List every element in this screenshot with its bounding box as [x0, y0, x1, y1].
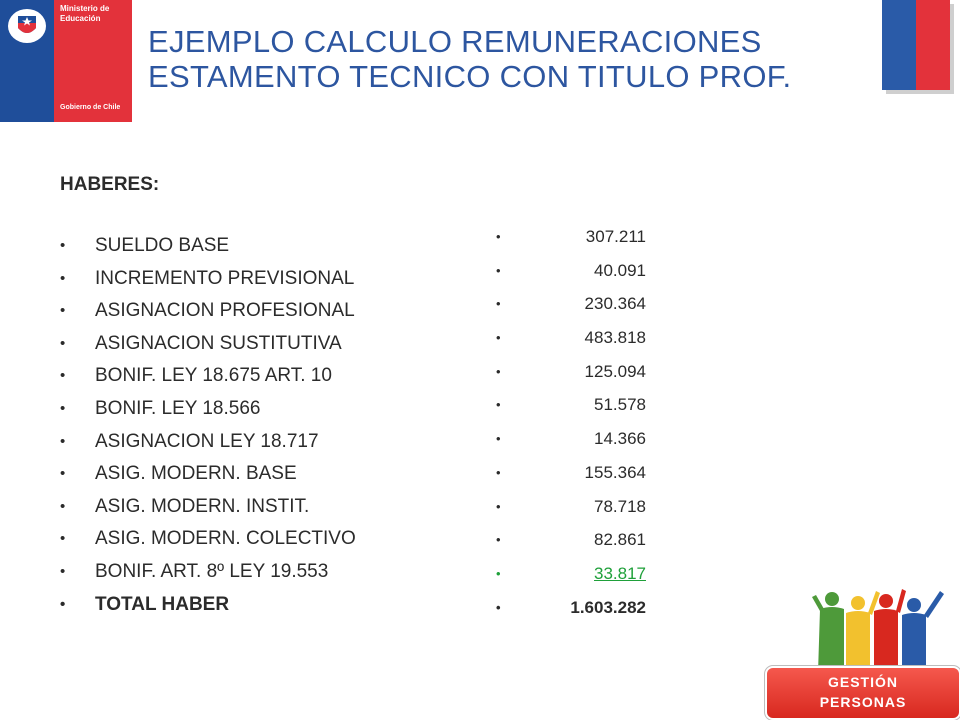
- earnings-value: 78.718: [594, 496, 646, 516]
- bullet-icon: •: [496, 565, 501, 581]
- earnings-item-label: ASIG. MODERN. BASE: [95, 463, 297, 485]
- earnings-item-label: ASIGNACION LEY 18.717: [95, 430, 319, 452]
- earnings-value-item: [496, 254, 646, 288]
- title-line-1: EJEMPLO CALCULO REMUNERACIONES: [148, 24, 762, 59]
- earnings-value-item: [496, 456, 646, 490]
- earnings-value-item: [496, 523, 646, 557]
- earnings-item-label: BONIF. ART. 8º LEY 19.553: [95, 560, 329, 582]
- earnings-value: 1.603.282: [570, 597, 646, 617]
- earnings-item-label: SUELDO BASE: [95, 235, 230, 256]
- badge-line-1: GESTIÓN: [827, 674, 898, 690]
- earnings-values-list: [496, 220, 646, 624]
- earnings-item-label: INCREMENTO PREVISIONAL: [95, 267, 355, 289]
- earnings-value: 155.364: [584, 462, 646, 482]
- earnings-item: [60, 426, 356, 459]
- bullet-icon: •: [60, 302, 66, 320]
- earnings-value: 125.094: [584, 361, 646, 381]
- earnings-item: [60, 523, 356, 556]
- earnings-value-item: [496, 422, 646, 456]
- bullet-icon: •: [496, 229, 501, 244]
- bullet-icon: •: [496, 431, 501, 447]
- earnings-item: [60, 360, 356, 393]
- logo-ministry-text: Ministerio de Educación: [60, 4, 110, 23]
- bullet-icon: •: [496, 397, 501, 413]
- earnings-value-item: [496, 287, 646, 321]
- bullet-icon: •: [60, 530, 66, 548]
- earnings-items-list: [60, 230, 356, 621]
- earnings-value: 483.818: [584, 328, 646, 348]
- title-line-2: ESTAMENTO TECNICO CON TITULO PROF.: [148, 59, 792, 94]
- earnings-item-label: ASIG. MODERN. COLECTIVO: [95, 528, 356, 550]
- chile-flag-icon: [882, 0, 950, 90]
- earnings-item: [60, 295, 356, 328]
- ministry-logo: [0, 0, 132, 122]
- chile-coat-of-arms-icon: [6, 6, 48, 46]
- earnings-item-label: TOTAL HABER: [95, 593, 230, 615]
- earnings-value: 40.091: [594, 260, 646, 280]
- bullet-icon: •: [496, 532, 501, 548]
- earnings-item: [60, 230, 356, 263]
- bullet-icon: •: [496, 464, 501, 480]
- earnings-value: 82.861: [594, 530, 646, 550]
- bullet-icon: •: [496, 363, 501, 379]
- earnings-item: [60, 328, 356, 361]
- earnings-item: [60, 458, 356, 491]
- bullet-icon: •: [60, 367, 66, 385]
- section-heading: HABERES:: [60, 174, 160, 195]
- bullet-icon: •: [60, 399, 66, 417]
- earnings-value-item: [496, 355, 646, 389]
- earnings-value-item: [496, 220, 646, 254]
- badge-line-2: PERSONAS: [819, 694, 907, 710]
- earnings-item: [60, 393, 356, 426]
- bullet-icon: •: [60, 465, 66, 483]
- earnings-item: [60, 263, 356, 296]
- earnings-value: 14.366: [594, 429, 646, 449]
- earnings-value-item: [496, 490, 646, 524]
- bullet-icon: •: [60, 497, 66, 515]
- earnings-item-label: ASIGNACION SUSTITUTIVA: [95, 332, 342, 354]
- people-celebrating-icon: [810, 585, 960, 673]
- bullet-icon: •: [496, 330, 501, 346]
- earnings-item: [60, 491, 356, 524]
- earnings-value: 307.211: [585, 227, 646, 246]
- earnings-item-label: ASIGNACION PROFESIONAL: [95, 300, 355, 322]
- bullet-icon: •: [60, 237, 66, 254]
- earnings-item-label: BONIF. LEY 18.675 ART. 10: [95, 365, 332, 387]
- earnings-item: [60, 556, 356, 589]
- bullet-icon: •: [60, 334, 66, 352]
- total-haber-item: [60, 589, 356, 622]
- bullet-icon: •: [496, 498, 501, 514]
- bullet-icon: •: [60, 432, 66, 450]
- gestion-personas-badge: [767, 668, 959, 718]
- bullet-icon: •: [496, 599, 501, 615]
- earnings-value-item: [496, 388, 646, 422]
- bullet-icon: •: [496, 262, 501, 278]
- earnings-value: 33.817: [594, 563, 646, 583]
- total-value-item: [496, 591, 646, 625]
- logo-government-text: Gobierno de Chile: [60, 104, 121, 111]
- flag-blue-band: [882, 0, 916, 90]
- page-title: [148, 24, 791, 94]
- earnings-value: 51.578: [594, 395, 646, 415]
- earnings-value-item: [496, 321, 646, 355]
- bullet-icon: •: [60, 562, 66, 580]
- bullet-icon: •: [496, 296, 501, 312]
- flag-red-band: [916, 0, 950, 90]
- earnings-value: 230.364: [584, 294, 646, 314]
- bullet-icon: •: [60, 595, 66, 613]
- bullet-icon: •: [60, 269, 66, 287]
- earnings-value-item: [496, 557, 646, 591]
- earnings-item-label: BONIF. LEY 18.566: [95, 397, 261, 419]
- earnings-item-label: ASIG. MODERN. INSTIT.: [95, 495, 310, 517]
